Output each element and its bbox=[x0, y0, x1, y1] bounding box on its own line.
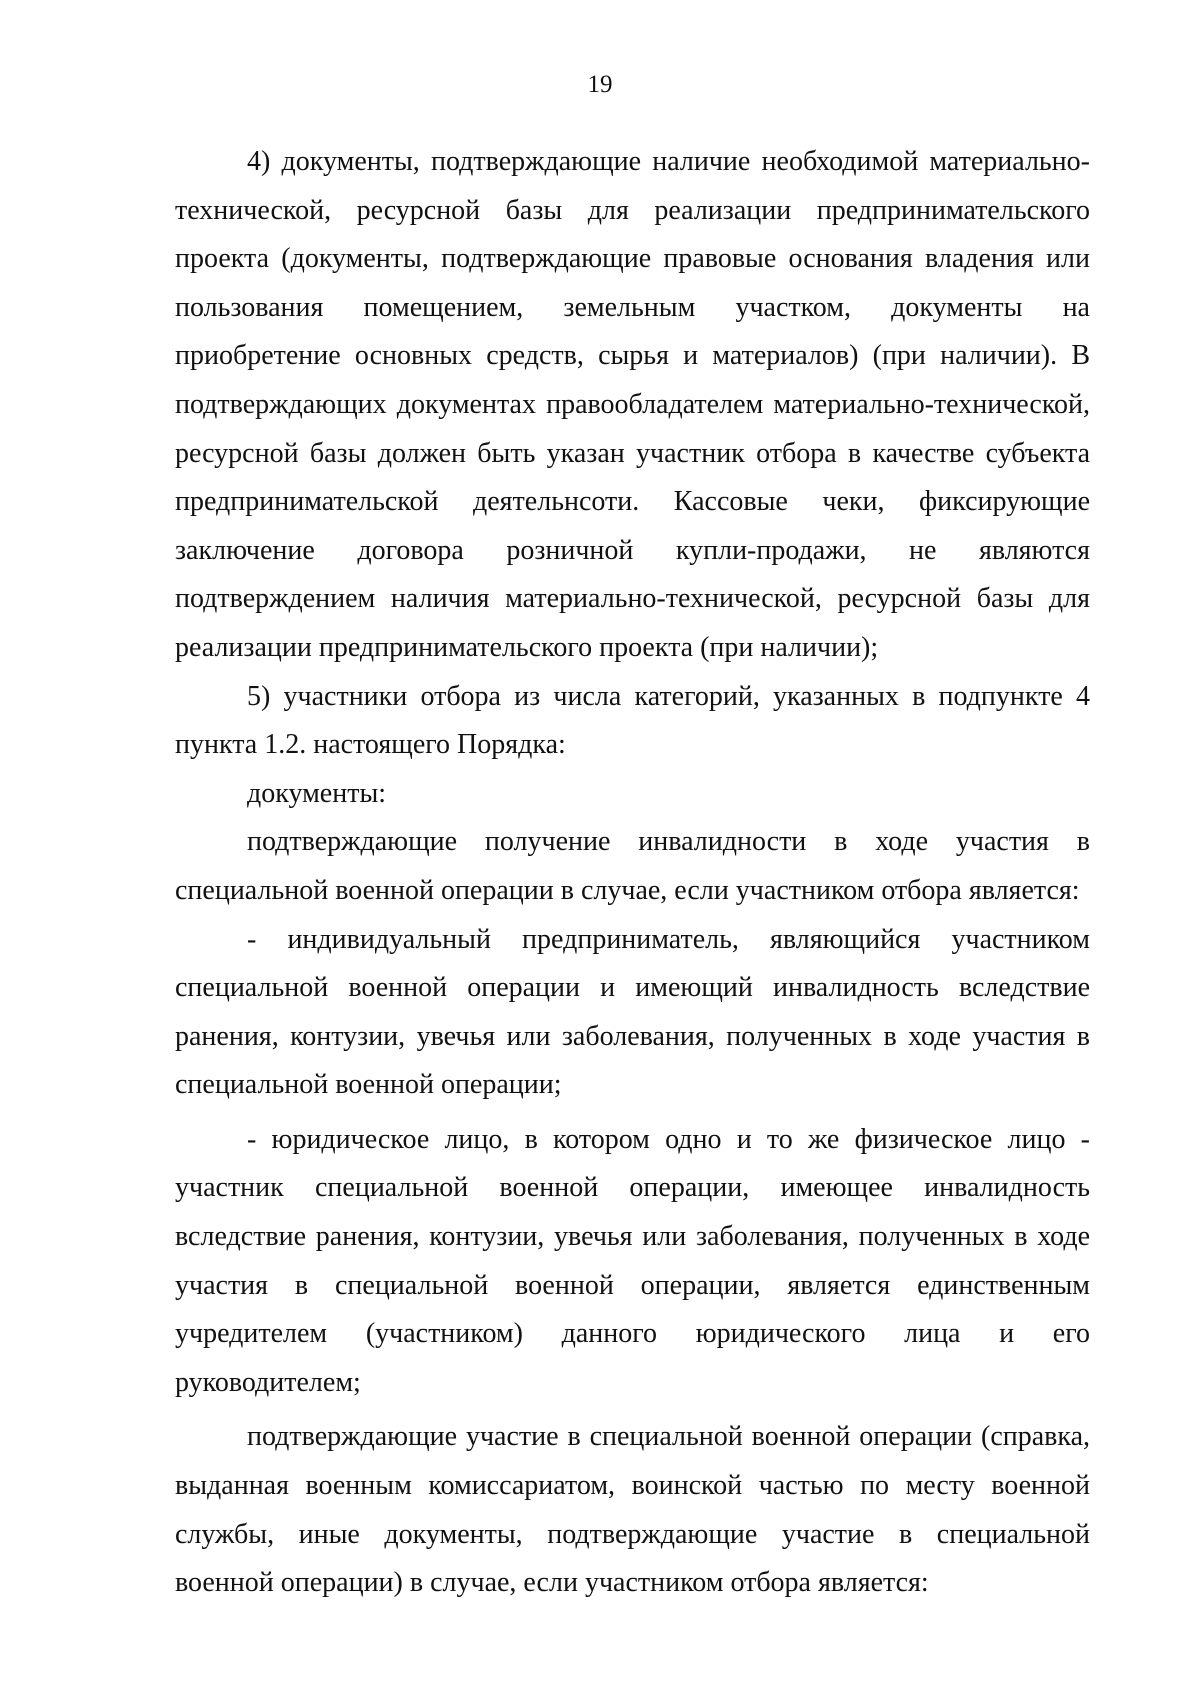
document-body bbox=[175, 138, 1090, 1608]
paragraph-item-5-participants: 5) участники отбора из числа категорий, указанных в подпункте 4 пункта 1.2. настоящего Порядка: bbox=[175, 680, 1090, 761]
page-number: 19 bbox=[587, 71, 613, 98]
paragraph-disability-confirmation: подтверждающие получение инвалидности в ходе участия в специальной военной операции в случае, если участником отбора является: bbox=[175, 826, 1090, 906]
paragraph-participation-confirmation: подтверждающие участие в специальной военной операции (справка, выданная военным комиссариатом, воинской частью по месту военной службы, иные документы, подтверждающие участие в специальной военной операции) в случае, если участником отбора является: bbox=[175, 1421, 1090, 1599]
paragraph-legal-entity: - юридическое лицо, в котором одно и то же физическое лицо - участник специальной военной операции, имеющее инвалидность вследствие ранения, контузии, увечья или заболевания, полученных в ходе участия в специальной военной операции, является единственным учредителем (участником) данного юридического лица и его руководителем; bbox=[175, 1123, 1090, 1398]
paragraph-individual-entrepreneur: - индивидуальный предприниматель, являющийся участником специальной военной операции и имеющий инвалидность вследствие ранения, контузии, увечья или заболевания, полученных в ходе участия в специальной военной операции; bbox=[175, 923, 1090, 1101]
paragraph-documents-heading: документы: bbox=[247, 777, 387, 809]
paragraph-item-4-documents: 4) документы, подтверждающие наличие необходимой материально-технической, ресурсной базы для реализации предпринимательского проекта (документы, подтверждающие правовые основания владения или пользования помещением, земельным участком, документы на приобретение основных средств, сырья и материалов) (при наличии). В подтверждающих документах правообладателем материально-технической, ресурсной базы должен быть указан участник отбора в качестве субъекта предпринимательской деятельнсоти. Кассовые чеки, фиксирующие заключение договора розничной купли-продажи, не являются подтверждением наличия материально-технической, ресурсной базы для реализации предпринимательского проекта (при наличии); bbox=[175, 146, 1090, 663]
